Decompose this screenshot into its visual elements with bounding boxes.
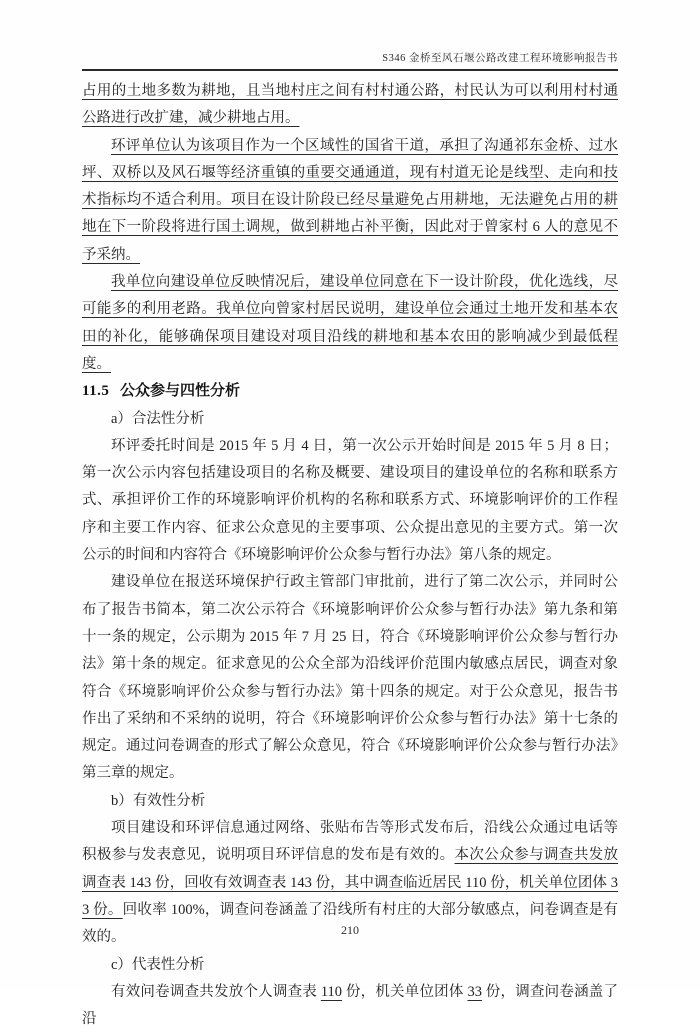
organization-questionnaire-count: 33 (467, 983, 482, 1000)
effectiveness-underlined-stats: 本次公众参与调查共发放调查表 143 份，回收有效调查表 143 份，其中调查临近居民 110 份，机关单位团体 33 份。 (82, 847, 618, 918)
paragraph-legality: 环评委托时间是 2015 年 5 月 4 日，第一次公示开始时间是 2015 年 5 月 8 日；第一次公示内容包括建设项目的名称及概要、建设项目的建设单位的名称和联系方式、承担评价工作的环境影响评价机构的名称和联系方式、环境影响评价的工作程序和主要工作内容、征求公众意见的主要事项、公众提出意见的主要方式。第一次公示的时间和内容符合《环境影响评价公众参与暂行办法》第八条的规定。 (82, 437, 618, 564)
header-title: S346 金桥至风石堰公路改建工程环境影响报告书 (382, 53, 618, 64)
document-body (82, 78, 618, 1033)
paragraph-eia-opinion: 环评单位认为该项目作为一个区域性的国省干道，承担了沟通祁东金桥、过水坪、双桥以及风石堰等经济重镇的重要交通通道，现有村道无论是线型、走向和技术指标均不适合利用。项目在设计阶段已经尽量避免占用耕地，无法避免占用的耕地在下一阶段将进行国土调规，做到耕地占补平衡，因此对于曾家村 6 人的意见不予采纳。 (82, 137, 618, 263)
paragraph-continuation: 占用的土地多数为耕地，且当地村庄之间有村村通公路，村民认为可以利用村村通公路进行改扩建，减少耕地占用。 (82, 83, 618, 127)
section-number: 11.5 (82, 383, 110, 400)
item-a-label: a）合法性分析 (111, 410, 205, 427)
effectiveness-tail-text: 回收率 100%，调查问卷涵盖了沿线所有村庄的大部分敏感点，问卷调查是有效的。 (82, 901, 619, 946)
page-header (82, 52, 618, 71)
item-b-label: b）有效性分析 (111, 792, 206, 809)
item-c-label: c）代表性分析 (111, 956, 205, 973)
representativeness-mid-text: 份，机关单位团体 (342, 983, 468, 1000)
representativeness-tail-text: 份，调查问卷涵盖了沿 (82, 983, 619, 1028)
effectiveness-lead-text: 项目建设和环评信息通过网络、张贴布告等形式发布后，沿线公众通过电话等积极参与发表意见，说明项目环评信息的发布是有效的。 (82, 820, 618, 864)
paragraph-representativeness (82, 979, 618, 1033)
individual-questionnaire-count: 110 (320, 983, 343, 1000)
page-number: 210 (341, 923, 359, 937)
section-title: 公众参与四性分析 (119, 383, 240, 400)
section-heading (82, 378, 618, 405)
representativeness-lead-text: 有效问卷调查共发放个人调查表 (111, 983, 321, 1000)
paragraph-second-publicity: 建设单位在报送环境保护行政主管部门审批前，进行了第二次公示，并同时公布了报告书简本，第二次公示符合《环境影响评价公众参与暂行办法》第九条和第十一条的规定，公示期为 2015 年 7 月 25 日，符合《环境影响评价公众参与暂行办法》第十条的规定。征求意见的公众全部为沿线评价范围内敏感点居民，调查对象符合《环境影响评价公众参与暂行办法》第十四条的规定。对于公众意见，报告书作出了采纳和不采纳的说明，符合《环境影响评价公众参与暂行办法》第十七条的规定。通过问卷调查的形式了解公众意见，符合《环境影响评价公众参与暂行办法》第三章的规定。 (82, 574, 618, 782)
paragraph-unit-response: 我单位向建设单位反映情况后，建设单位同意在下一设计阶段，优化选线，尽可能多的利用老路。我单位向曾家村居民说明，建设单位会通过土地开发和基本农田的补化，能够确保项目建设对项目沿线的耕地和基本农田的影响减少到最低程度。 (82, 274, 618, 372)
